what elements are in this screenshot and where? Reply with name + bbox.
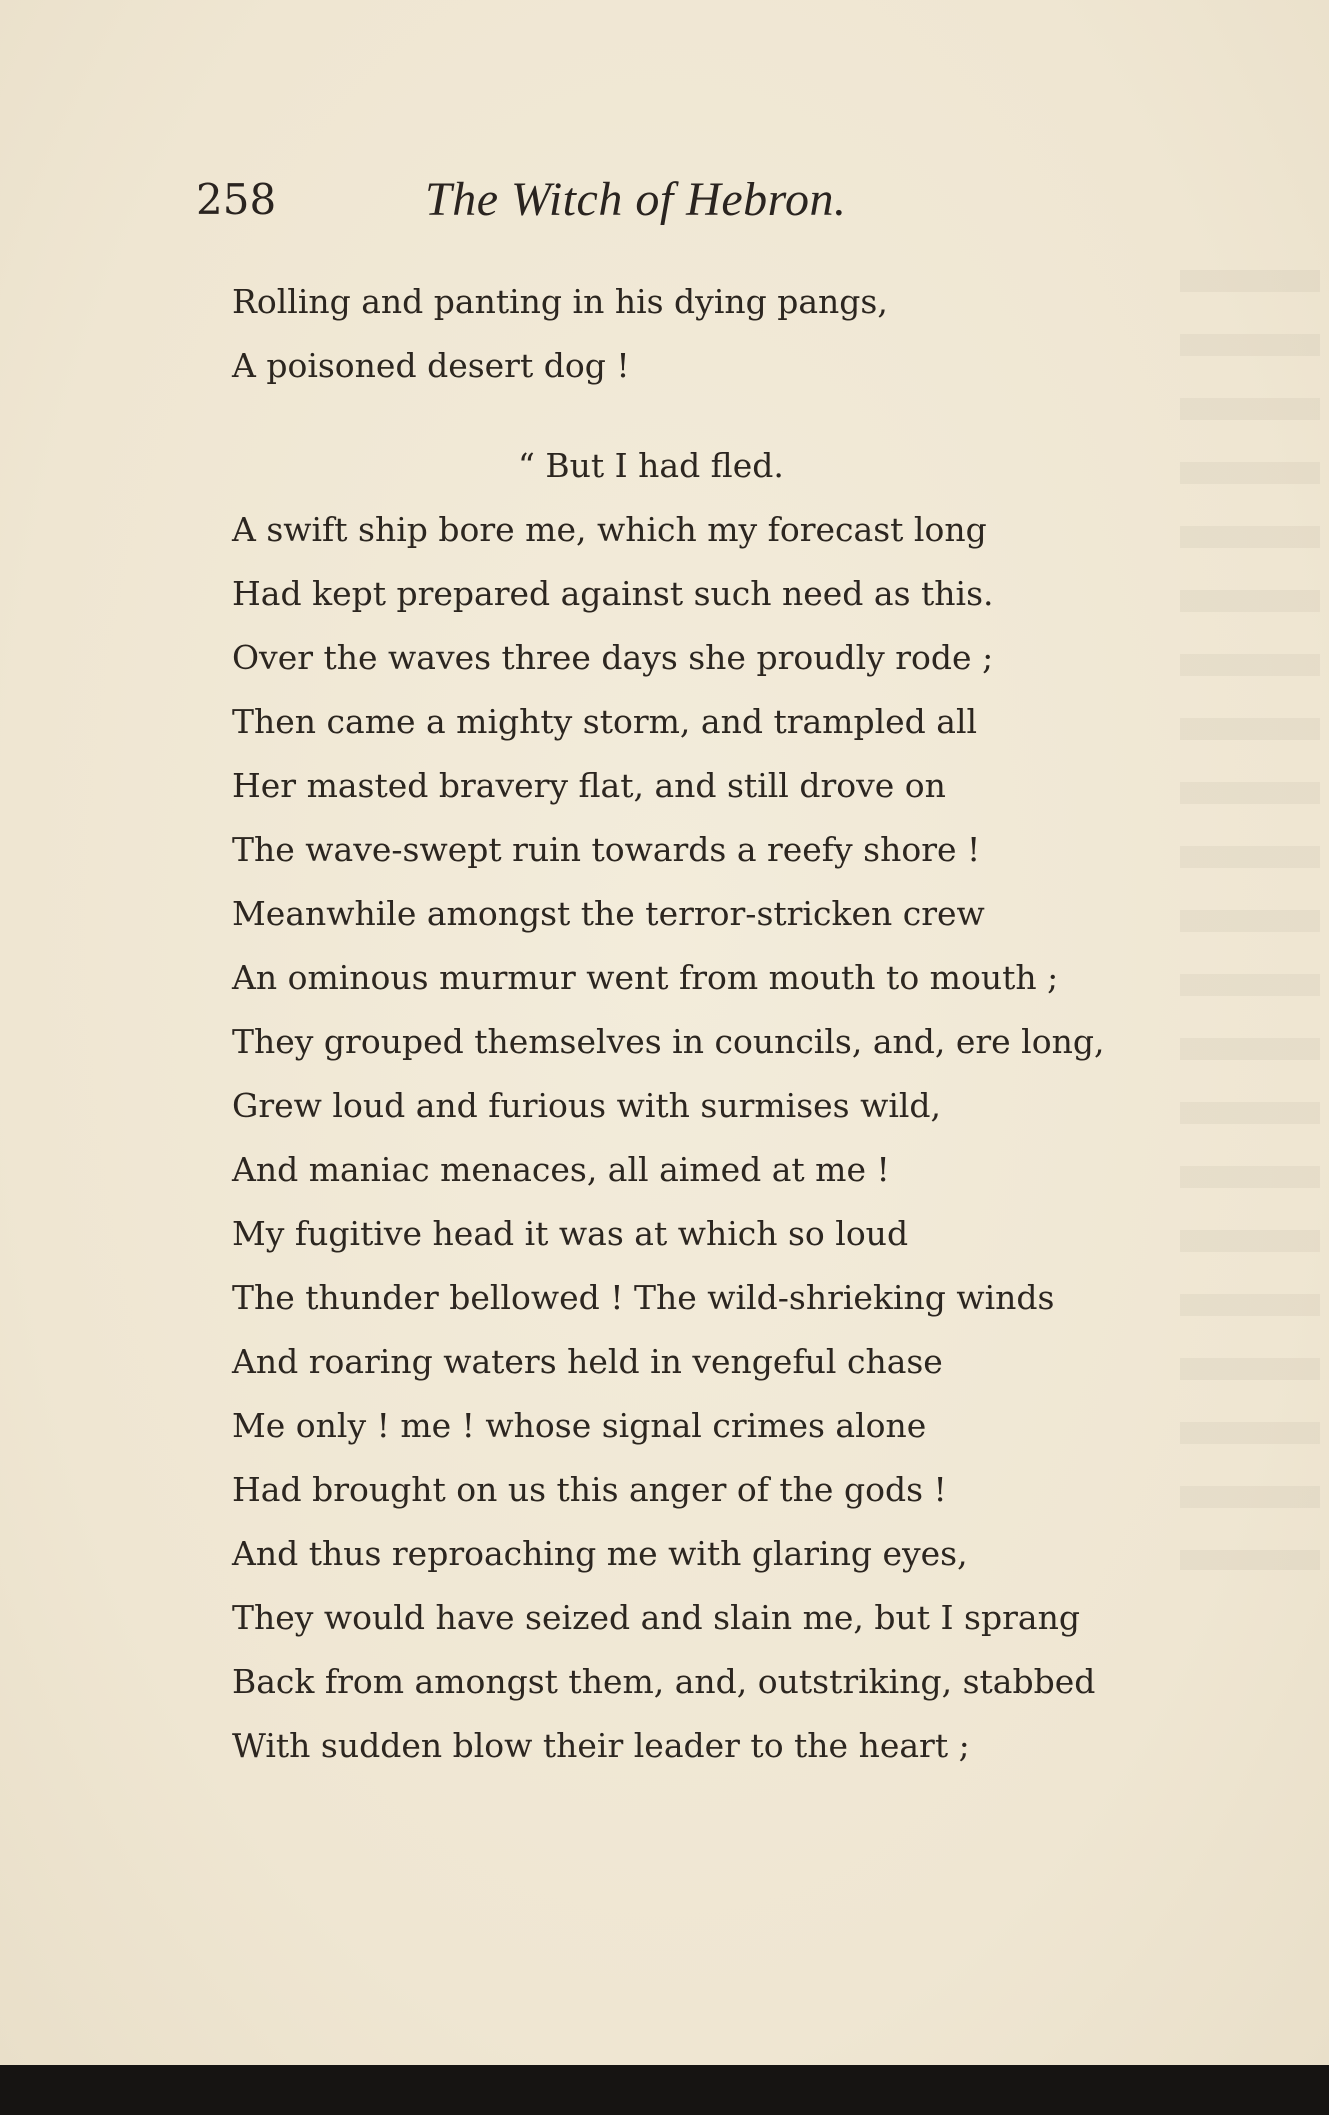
- scan-border: [0, 2065, 1329, 2115]
- verse-line: A poisoned desert dog !: [232, 346, 630, 385]
- verse-line: Grew loud and furious with surmises wild,: [232, 1086, 942, 1125]
- verse-line: And thus reproaching me with glaring eyes,: [232, 1534, 968, 1573]
- verse-line: They would have seized and slain me, but I sprang: [232, 1598, 1080, 1637]
- verse-line: Meanwhile amongst the terror-stricken crew: [232, 894, 985, 933]
- verse-line: Over the waves three days she proudly rode ;: [232, 638, 994, 677]
- verse-line: The thunder bellowed ! The wild-shrieking winds: [232, 1278, 1055, 1317]
- verse-line: And maniac menaces, all aimed at me !: [232, 1150, 890, 1189]
- page-header: [0, 170, 1329, 230]
- verse-line: Back from amongst them, and, outstriking, stabbed: [232, 1662, 1096, 1701]
- verse-line: An ominous murmur went from mouth to mouth ;: [232, 958, 1059, 997]
- verse-line: Then came a mighty storm, and trampled all: [232, 702, 978, 741]
- stanza-break: [232, 398, 1212, 434]
- verse-block: [232, 270, 1212, 1778]
- verse-line: The wave-swept ruin towards a reefy shore !: [232, 830, 981, 869]
- verse-line: With sudden blow their leader to the heart ;: [232, 1726, 970, 1765]
- verse-line: Had kept prepared against such need as this.: [232, 574, 994, 613]
- verse-line: My fugitive head it was at which so loud: [232, 1214, 909, 1253]
- verse-line: Her masted bravery flat, and still drove on: [232, 766, 946, 805]
- verse-line: Had brought on us this anger of the gods !: [232, 1470, 947, 1509]
- verse-line: Me only ! me ! whose signal crimes alone: [232, 1406, 927, 1445]
- verse-line: They grouped themselves in councils, and, ere long,: [232, 1022, 1105, 1061]
- verse-line: Rolling and panting in his dying pangs,: [232, 282, 888, 321]
- verse-line: And roaring waters held in vengeful chase: [232, 1342, 943, 1381]
- running-title: The Witch of Hebron.: [425, 173, 847, 226]
- verse-line-indented: “ But I had fled.: [518, 446, 784, 485]
- verse-line: A swift ship bore me, which my forecast long: [232, 510, 987, 549]
- page-number: 258: [196, 175, 277, 224]
